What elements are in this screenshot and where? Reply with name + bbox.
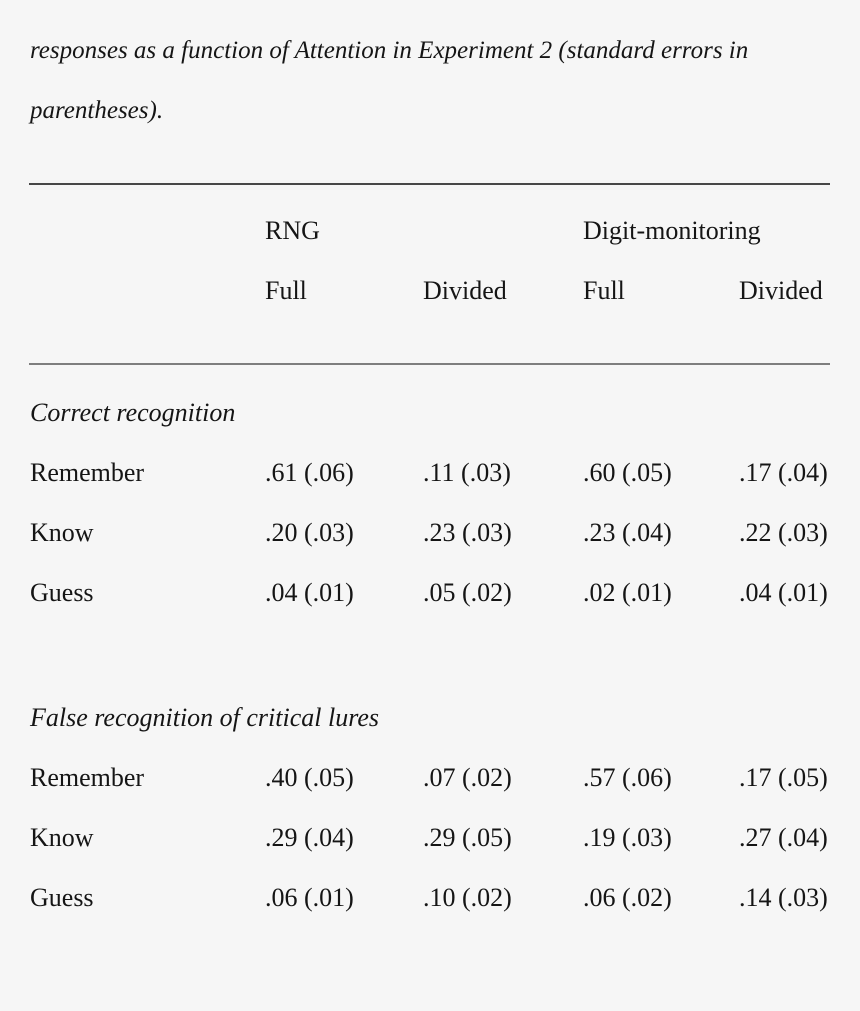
- subheader-digit-divided: Divided: [739, 276, 823, 305]
- cell-value: .22 (.03): [739, 518, 828, 547]
- cell-value: .07 (.02): [423, 763, 512, 792]
- cell-value: .02 (.01): [583, 578, 672, 607]
- cell-value: .14 (.03): [739, 883, 828, 912]
- cell-value: .61 (.06): [265, 458, 354, 487]
- cell-value: .11 (.03): [423, 458, 511, 487]
- cell-value: .29 (.05): [423, 823, 512, 852]
- cell-value: .17 (.04): [739, 458, 828, 487]
- cell-value: .60 (.05): [583, 458, 672, 487]
- cell-value: .29 (.04): [265, 823, 354, 852]
- cell-value: .06 (.02): [583, 883, 672, 912]
- row-label: Remember: [30, 458, 145, 487]
- cell-value: .23 (.04): [583, 518, 672, 547]
- row-label: Know: [30, 823, 94, 852]
- table-caption-line-1: responses as a function of Attention in Experiment 2 (standard errors in: [30, 37, 749, 64]
- subheader-digit-full: Full: [583, 276, 625, 305]
- cell-value: .04 (.01): [265, 578, 354, 607]
- cell-value: .23 (.03): [423, 518, 512, 547]
- table-header-rule: [29, 363, 830, 365]
- cell-value: .04 (.01): [739, 578, 828, 607]
- column-group-rng: RNG: [265, 216, 320, 245]
- cell-value: .20 (.03): [265, 518, 354, 547]
- column-group-digit-monitoring: Digit-monitoring: [583, 216, 761, 245]
- cell-value: .17 (.05): [739, 763, 828, 792]
- cell-value: .10 (.02): [423, 883, 512, 912]
- cell-value: .06 (.01): [265, 883, 354, 912]
- cell-value: .27 (.04): [739, 823, 828, 852]
- table-top-rule: [29, 183, 830, 185]
- cell-value: .05 (.02): [423, 578, 512, 607]
- row-label: Guess: [30, 883, 94, 912]
- cell-value: .57 (.06): [583, 763, 672, 792]
- row-label: Remember: [30, 763, 145, 792]
- row-label: Guess: [30, 578, 94, 607]
- table-caption-line-2: parentheses).: [30, 97, 164, 124]
- section-title-false-recognition: False recognition of critical lures: [30, 703, 380, 732]
- row-label: Know: [30, 518, 94, 547]
- subheader-rng-divided: Divided: [423, 276, 507, 305]
- cell-value: .19 (.03): [583, 823, 672, 852]
- cell-value: .40 (.05): [265, 763, 354, 792]
- subheader-rng-full: Full: [265, 276, 307, 305]
- section-title-correct-recognition: Correct recognition: [30, 398, 236, 427]
